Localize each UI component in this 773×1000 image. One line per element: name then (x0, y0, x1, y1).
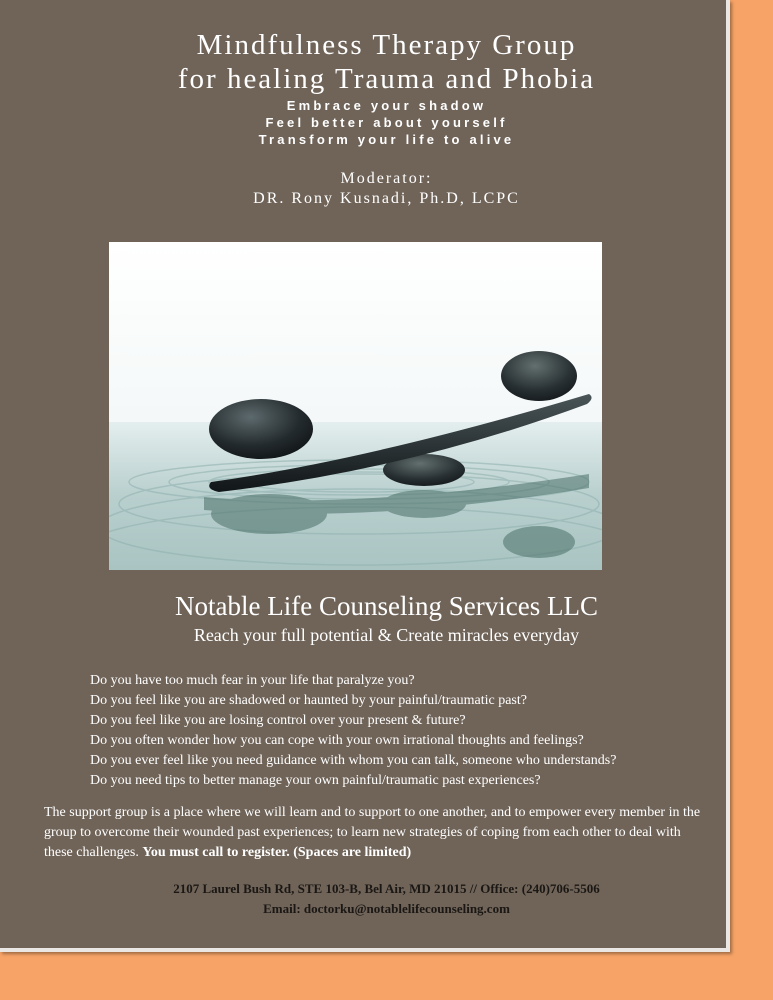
tagline-2: Feel better about yourself (265, 115, 508, 130)
question-item: Do you feel like you are losing control over your present & future? (90, 713, 466, 728)
question-item: Do you ever feel like you need guidance with whom you can talk, someone who understands? (90, 753, 617, 768)
moderator-label: Moderator: (340, 170, 433, 187)
flyer-title-line-2: for healing Trauma and Phobia (177, 63, 596, 95)
contact-address: 2107 Laurel Bush Rd, STE 103-B, Bel Air, MD 21015 // Office: (240)706-5506 (173, 881, 600, 896)
organization-name: Notable Life Counseling Services LLC (175, 591, 598, 621)
question-item: Do you feel like you are shadowed or haunted by your painful/traumatic past? (90, 693, 527, 708)
question-item: Do you often wonder how you can cope with your own irrational thoughts and feelings? (90, 733, 584, 748)
tagline-3: Transform your life to alive (258, 132, 515, 147)
organization-slogan: Reach your full potential & Create miracles everyday (193, 625, 580, 645)
moderator-name: DR. Rony Kusnadi, Ph.D, LCPC (253, 190, 520, 207)
support-group-description (44, 803, 706, 863)
tagline-1: Embrace your shadow (286, 98, 487, 113)
description-text: The support group is a place where we will learn and to support to one another, and to empower every member in the group to overcome their wounded past experiences; to learn new strategies of coping from each other to deal with these challenges. (44, 805, 701, 860)
question-item: Do you have too much fear in your life that paralyze you? (90, 673, 415, 688)
contact-email: Email: doctorku@notablelifecounseling.com (263, 901, 510, 916)
balancing-stones-image (109, 242, 602, 570)
question-list (90, 671, 710, 791)
question-item: Do you need tips to better manage your own painful/traumatic past experiences? (90, 773, 541, 788)
registration-notice: You must call to register. (Spaces are limited) (142, 845, 412, 860)
flyer-title-line-1: Mindfulness Therapy Group (196, 29, 577, 61)
